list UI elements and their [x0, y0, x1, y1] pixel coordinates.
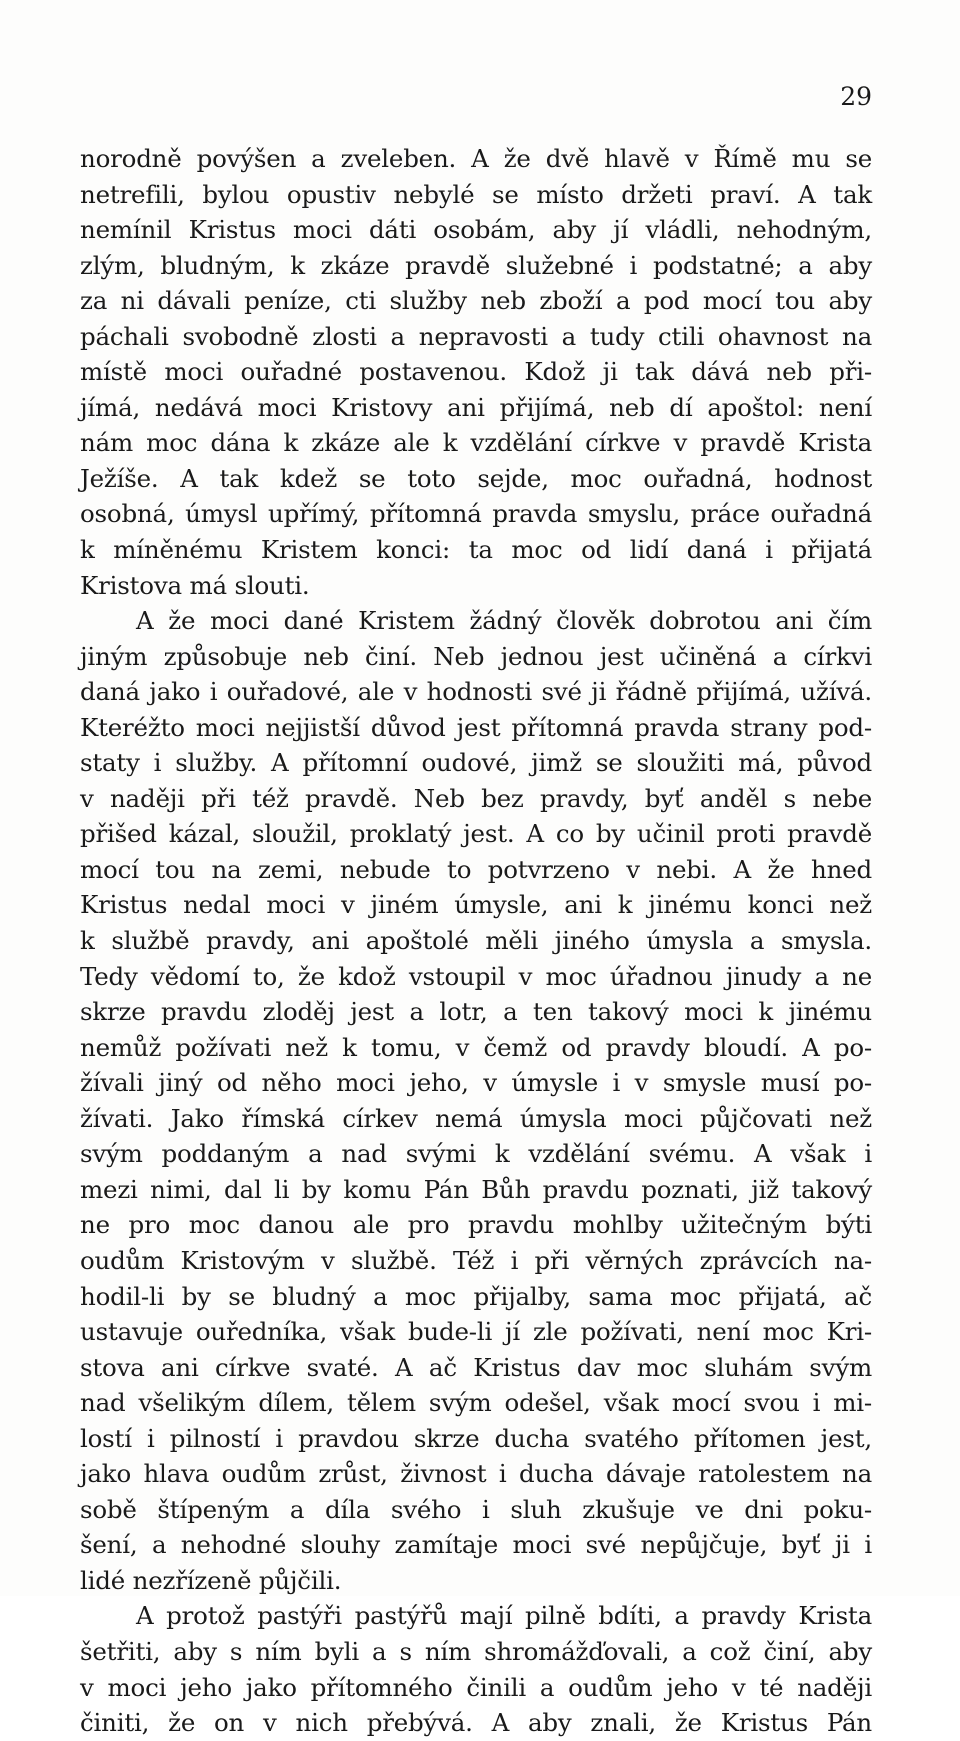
- text-line: lostí i pilností i pravdou skrze ducha svatého přítomen jest,: [80, 1423, 872, 1453]
- text-line: jiným způsobuje neb činí. Neb jednou jest učiněná a církvi: [80, 641, 872, 671]
- text-line: A protož pastýři pastýřů mají pilně bdíti, a pravdy Krista: [136, 1601, 872, 1631]
- text-line: oudům Kristovým v službě. Též i při věrných zprávcích na-: [80, 1245, 872, 1275]
- text-line: jako hlava oudům zrůst, živnost i ducha dávaje ratolestem na: [80, 1459, 872, 1489]
- text-line: svým poddaným a nad svými k vzdělání svému. A však i: [80, 1139, 872, 1169]
- text-line: páchali svobodně zlosti a nepravosti a tudy ctili ohavnost na: [80, 321, 872, 351]
- text-line: žívali jiný od něho moci jeho, v úmysle i v smysle musí po-: [80, 1068, 872, 1098]
- text-line: Kristova má slouti.: [80, 570, 310, 600]
- text-line: ustavuje ouředníka, však bude-li jí zle požívati, není moc Kri-: [80, 1317, 872, 1347]
- text-line: nemínil Kristus moci dáti osobám, aby jí vládli, nehodným,: [80, 215, 872, 245]
- text-line: k službě pravdy, ani apoštolé měli jiného úmysla a smysla.: [80, 926, 872, 956]
- text-line: v naději při též pravdě. Neb bez pravdy, byť anděl s nebe: [80, 783, 872, 813]
- text-line: mocí tou na zemi, nebude to potvrzeno v nebi. A že hned: [80, 854, 872, 884]
- text-line: norodně povýšen a zveleben. A že dvě hlavě v Římě mu se: [80, 144, 872, 173]
- text-line: staty i služby. A přítomní oudové, jimž se sloužiti má, původ: [80, 748, 872, 778]
- text-line: nám moc dána k zkáze ale k vzdělání církve v pravdě Krista: [80, 428, 872, 458]
- text-line: daná jako i ouřadové, ale v hodnosti své ji řádně přijímá, užívá.: [80, 677, 872, 707]
- text-line: Kristus nedal moci v jiném úmysle, ani k jinému konci než: [80, 890, 872, 920]
- text-line: ne pro moc danou ale pro pravdu mohlby užitečným býti: [80, 1210, 872, 1240]
- text-line: přišed kázal, sloužil, proklatý jest. A co by učinil proti pravdě: [80, 819, 872, 849]
- text-line: činiti, že on v nich přebývá. A aby znali, že Kristus Pán: [80, 1708, 872, 1738]
- text-line: zlým, bludným, k zkáze pravdě služebné i podstatné; a aby: [80, 250, 872, 280]
- text-line: mezi nimi, dal li by komu Pán Bůh pravdu poznati, již takový: [80, 1174, 872, 1204]
- text-line: netrefili, bylou opustiv nebylé se místo držeti praví. A tak: [80, 179, 872, 209]
- text-line: hodil-li by se bludný a moc přijalby, sama moc přijatá, ač: [80, 1281, 872, 1311]
- text-line: k míněnému Kristem konci: ta moc od lidí daná i přijatá: [80, 535, 872, 565]
- text-line: Tedy vědomí to, že kdož vstoupil v moc úřadnou jinudy a ne: [80, 961, 872, 991]
- text-line: místě moci ouřadné postavenou. Kdož ji tak dává neb při-: [80, 357, 872, 387]
- text-line: v moci jeho jako přítomného činili a oudům jeho v té naději: [80, 1672, 872, 1702]
- page-number: 29: [840, 82, 872, 111]
- text-line: nad všelikým dílem, tělem svým odešel, však mocí svou i mi-: [80, 1388, 872, 1418]
- text-line: sobě štípeným a díla svého i sluh zkušuje ve dni poku-: [80, 1494, 872, 1524]
- text-line: šetřiti, aby s ním byli a s ním shromážďovali, a což činí, aby: [80, 1636, 872, 1666]
- text-line: jímá, nedává moci Kristovy ani přijímá, neb dí apoštol: není: [80, 392, 872, 422]
- text-line: Kteréžto moci nejjistší důvod jest přítomná pravda strany pod-: [80, 712, 872, 742]
- text-line: stova ani církve svaté. A ač Kristus dav moc sluhám svým: [80, 1352, 872, 1382]
- text-line: A že moci dané Kristem žádný člověk dobrotou ani čím: [136, 606, 872, 636]
- text-line: žívati. Jako římská církev nemá úmysla moci půjčovati než: [80, 1103, 872, 1133]
- text-line: šení, a nehodné slouhy zamítaje moci své nepůjčuje, byť ji i: [80, 1530, 872, 1560]
- text-line: osobná, úmysl upřímý, přítomná pravda smyslu, práce ouřadná: [80, 499, 872, 529]
- text-line: nemůž požívati než k tomu, v čemž od pravdy bloudí. A po-: [80, 1032, 872, 1062]
- text-line: skrze pravdu zloděj jest a lotr, a ten takový moci k jinému: [80, 997, 872, 1027]
- text-line: lidé nezřízeně půjčili.: [80, 1565, 342, 1595]
- text-line: Ježíše. A tak kdež se toto sejde, moc ouřadná, hodnost: [80, 463, 872, 493]
- body-text: [80, 141, 872, 1741]
- text-line: za ni dávali peníze, cti služby neb zboží a pod mocí tou aby: [80, 286, 872, 316]
